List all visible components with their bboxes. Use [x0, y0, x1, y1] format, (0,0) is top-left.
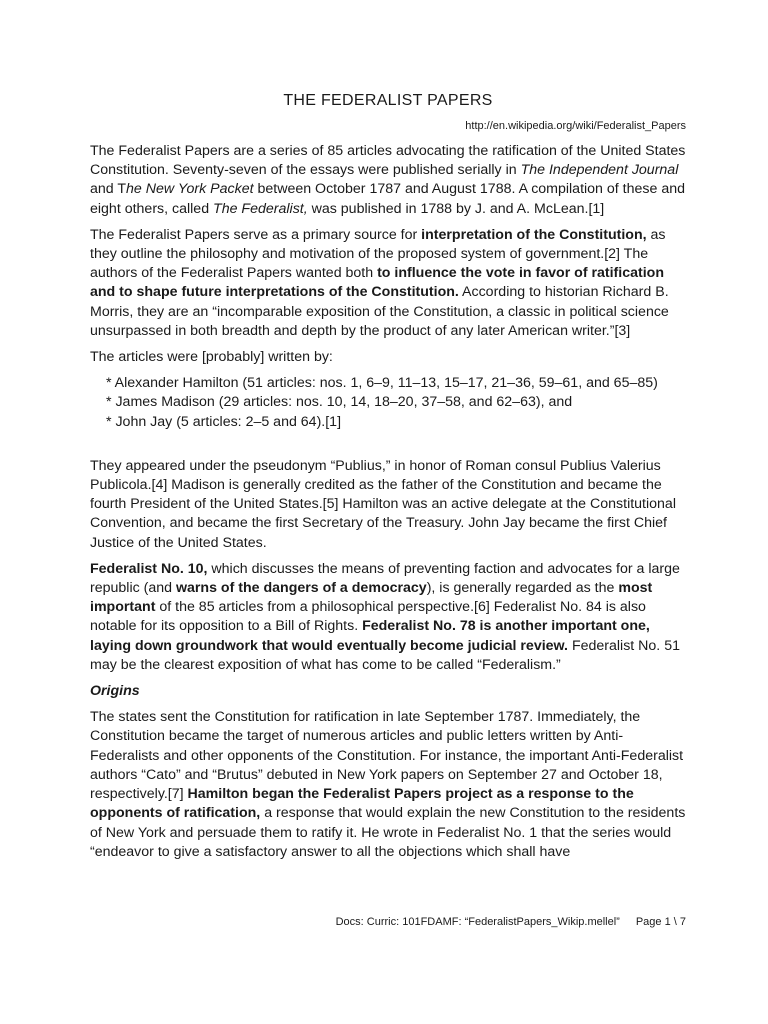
bold-run: interpretation of the Constitution, — [421, 226, 647, 243]
text-run: The Federalist Papers serve as a primary source for — [90, 226, 422, 243]
text-run: which discusses the means of preventing faction and advocates for a large republic (and — [90, 560, 680, 597]
text-run: The Federalist Papers are a series of 85 articles advocating the ratification of the United States Constitution. Seventy-seven of the essays were published serially in — [90, 143, 686, 179]
document-title: THE FEDERALIST PAPERS — [283, 92, 493, 109]
list-item: * Alexander Hamilton (51 articles: nos. 1, 6–9, 11–13, 15–17, 21–36, 59–61, and 65–85) — [106, 375, 658, 392]
publius-paragraph: They appeared under the pseudonym “Publius,” in honor of Roman consul Publius Valerius Publicola.[4] Madison is generally credited as the father of the Constitution and became the fourth President of the United States.[5] Hamilton was an active delegate at the Constitutional Convention, and became the first Secretary of the Treasury. John Jay became the first Chief Justice of the United States. — [90, 457, 676, 551]
origins-heading: Origins — [90, 683, 140, 700]
bold-run: most important — [90, 580, 653, 616]
text-run: ), is generally regarded as the — [426, 580, 619, 597]
origins-paragraph — [90, 708, 686, 862]
text-run: The states sent the Constitution for ratification in late September 1787. Immediately, the Constitution became the target of numerous articles and public letters written by Anti-Federalists and other opponents of the Constitution. For instance, the important Anti-Federalist authors “Cato” and “Brutus” debuted in New York papers on September 27 and October 18, respectively.[7] — [90, 709, 684, 803]
bold-run: Federalist No. 10, — [90, 560, 208, 577]
list-item: * James Madison (29 articles: nos. 10, 14, 18–20, 37–58, and 62–63), and — [106, 394, 573, 411]
bold-run: Hamilton began the Federalist Papers project as a response to the opponents of ratification, — [90, 786, 634, 822]
footer-doc-path: Docs: Curric: 101FDAMF: “FederalistPapers_Wikip.mellel” — [335, 916, 620, 928]
list-item: * John Jay (5 articles: 2–5 and 64).[1] — [106, 413, 342, 430]
bold-run: warns of the dangers of a democracy — [175, 580, 427, 597]
authors-list — [90, 374, 686, 432]
authors-intro: The articles were [probably] written by: — [90, 349, 333, 366]
document-page — [90, 92, 686, 869]
text-run: was published in 1788 by J. and A. McLean.[1] — [307, 200, 605, 217]
bold-run: Federalist No. 78 is another important one, laying down groundwork that would eventually become judicial review. — [90, 618, 650, 654]
intro-paragraph — [90, 142, 686, 219]
italic-run: he New York Packet — [126, 181, 254, 198]
italic-run: The Federalist, — [213, 200, 308, 217]
text-run: and T — [90, 181, 127, 198]
important-papers-paragraph — [90, 560, 686, 675]
page-footer — [0, 916, 686, 928]
italic-run: The Independent Journal — [520, 162, 679, 179]
text-run: a response that would explain the new Constitution to the residents of New York and persuade them to ratify it. He wrote in Federalist No. 1 that the series would “endeavor to give a satisfactory answer to all the objections which shall have — [90, 805, 686, 860]
text-run: Federalist No. 51 may be the clearest exposition of what has come to be called “Federalism.” — [90, 637, 680, 673]
bold-run: to influence the vote in favor of ratification and to shape future interpretations of the Constitution. — [90, 265, 665, 301]
source-url: http://en.wikipedia.org/wiki/Federalist_Papers — [465, 120, 686, 132]
text-run: According to historian Richard B. Morris, they are an “incomparable exposition of the Constitution, a classic in political science unsurpassed in both breadth and depth by the product of any later American writer.”[3] — [90, 284, 669, 339]
purpose-paragraph — [90, 226, 686, 341]
text-run: of the 85 articles from a philosophical perspective.[6] Federalist No. 84 is also notable for its opposition to a Bill of Rights. — [90, 599, 646, 635]
footer-page-number: Page 1 \ 7 — [635, 916, 686, 928]
text-run: as they outline the philosophy and motivation of the proposed system of government.[2] The authors of the Federalist Papers wanted both — [90, 226, 666, 282]
text-run: between October 1787 and August 1788. A compilation of these and eight others, called — [90, 181, 685, 217]
